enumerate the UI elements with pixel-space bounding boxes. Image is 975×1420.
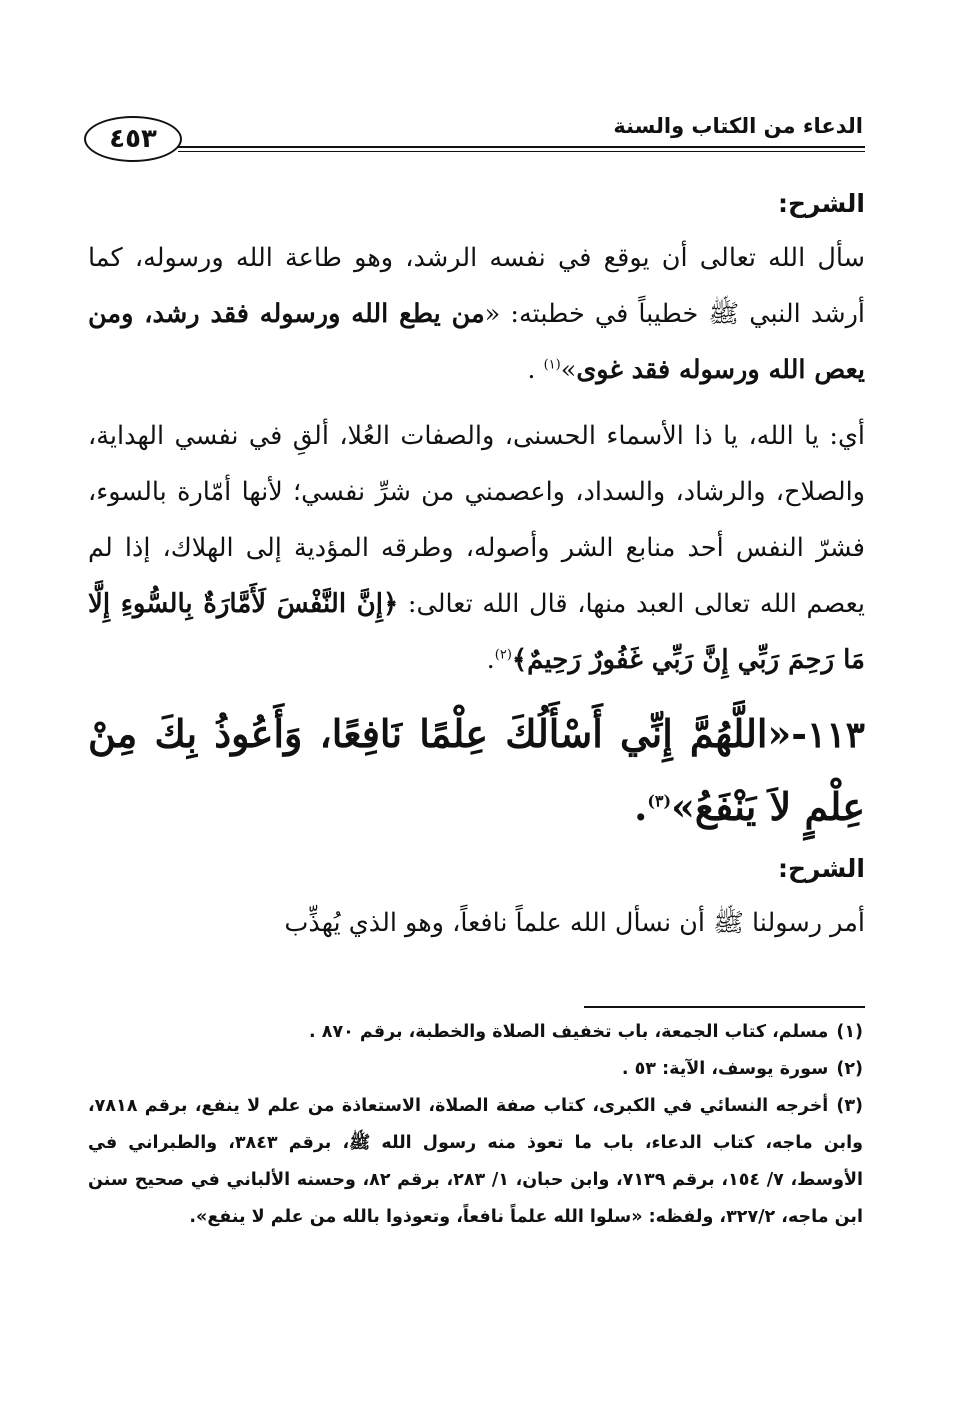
paragraph xyxy=(88,408,865,688)
quote-close: » xyxy=(671,784,695,829)
dua-body: اللَّهُمَّ إِنِّي أَسْأَلُكَ عِلْمًا نَافِعًا، وَأَعُوذُ بِكَ مِنْ عِلْمٍ لاَ يَنْفَعُ xyxy=(88,711,865,829)
paragraph-end: . xyxy=(486,645,495,675)
paragraph-end: . xyxy=(527,355,544,385)
dua-separator: -« xyxy=(767,711,807,756)
footnote xyxy=(88,1088,863,1236)
footnote-ref: (٢) xyxy=(494,647,512,663)
footnote-text: مسلم، كتاب الجمعة، باب تخفيف الصلاة والخطبة، برقم ٨٧٠ . xyxy=(309,1022,829,1042)
dua-text xyxy=(88,698,865,843)
footnote-ref: (٣) xyxy=(647,791,672,811)
footnote-divider xyxy=(584,1006,865,1008)
paragraph xyxy=(88,230,865,398)
section-heading: الشرح: xyxy=(778,189,865,218)
footnote-number: (٢) xyxy=(836,1059,863,1079)
main-text xyxy=(88,178,865,951)
section-heading: الشرح: xyxy=(778,854,865,883)
footnote-text: سورة يوسف، الآية: ٥٣ . xyxy=(621,1059,829,1079)
paragraph: أمر رسولنا ﷺ أن نسأل الله علماً نافعاً، وهو الذي يُهذِّب xyxy=(284,908,865,938)
footnote xyxy=(88,1051,863,1088)
footnote xyxy=(88,1014,863,1051)
header-rule xyxy=(178,146,865,148)
footnote-number: (٣) xyxy=(836,1096,863,1116)
dua-number: ١١٣ xyxy=(806,714,865,756)
footnote-text: أخرجه النسائي في الكبرى، كتاب صفة الصلاة، الاستعاذة من علم لا ينفع، برقم ٧٨١٨، وابن ماجه، كتاب الدعاء، باب ما تعوذ منه رسول الله ﷺ، برقم ٣٨٤٣، والطبراني في الأوسط، ٧/ ١٥٤، برقم ٧١٣٩، وابن حبان، ١/ ٢٨٣، برقم ٨٢، وحسنه الألباني في صحيح سنن ابن ماجه، ٣٢٧/٢، ولفظه: «سلوا الله علماً نافعاً، وتعوذوا بالله من علم لا ينفع». xyxy=(88,1096,863,1227)
footnote-number: (١) xyxy=(836,1022,863,1042)
dua-end: . xyxy=(634,784,648,829)
footnote-ref: (١) xyxy=(543,357,561,373)
page-number: ٤٥٣ xyxy=(84,116,182,162)
paragraph-text: سأل الله تعالى أن يوقع في نفسه الرشد، وهو طاعة الله ورسوله، كما أرشد النبي ﷺ خطيباً في خطبته: « xyxy=(88,243,865,329)
footnotes xyxy=(88,1014,863,1236)
hadith-text: من يطع الله ورسوله فقد رشد، ومن يعص الله ورسوله فقد غوى xyxy=(88,299,865,385)
quran-verse: ﴿إِنَّ النَّفْسَ لَأَمَّارَةٌ بِالسُّوءِ إِلَّا مَا رَحِمَ رَبِّي إِنَّ رَبِّي غَفُورٌ رَحِيمٌ﴾ xyxy=(88,589,865,675)
quote-close: » xyxy=(560,355,577,385)
header-rule-thin xyxy=(178,151,865,152)
paragraph-text: أي: يا الله، يا ذا الأسماء الحسنى، والصفات العُلا، ألقِ في نفسي الهداية، والصلاح، والرشاد، والسداد، واعصمني من شرِّ نفسي؛ لأنها أمّارة بالسوء، فشرّ النفس أحد منابع الشر وأصوله، وطرقه المؤدية إلى الهلاك، إذا لم يعصم الله تعالى العبد منها، قال الله تعالى: xyxy=(88,421,865,619)
running-title: الدعاء من الكتاب والسنة xyxy=(613,114,863,138)
